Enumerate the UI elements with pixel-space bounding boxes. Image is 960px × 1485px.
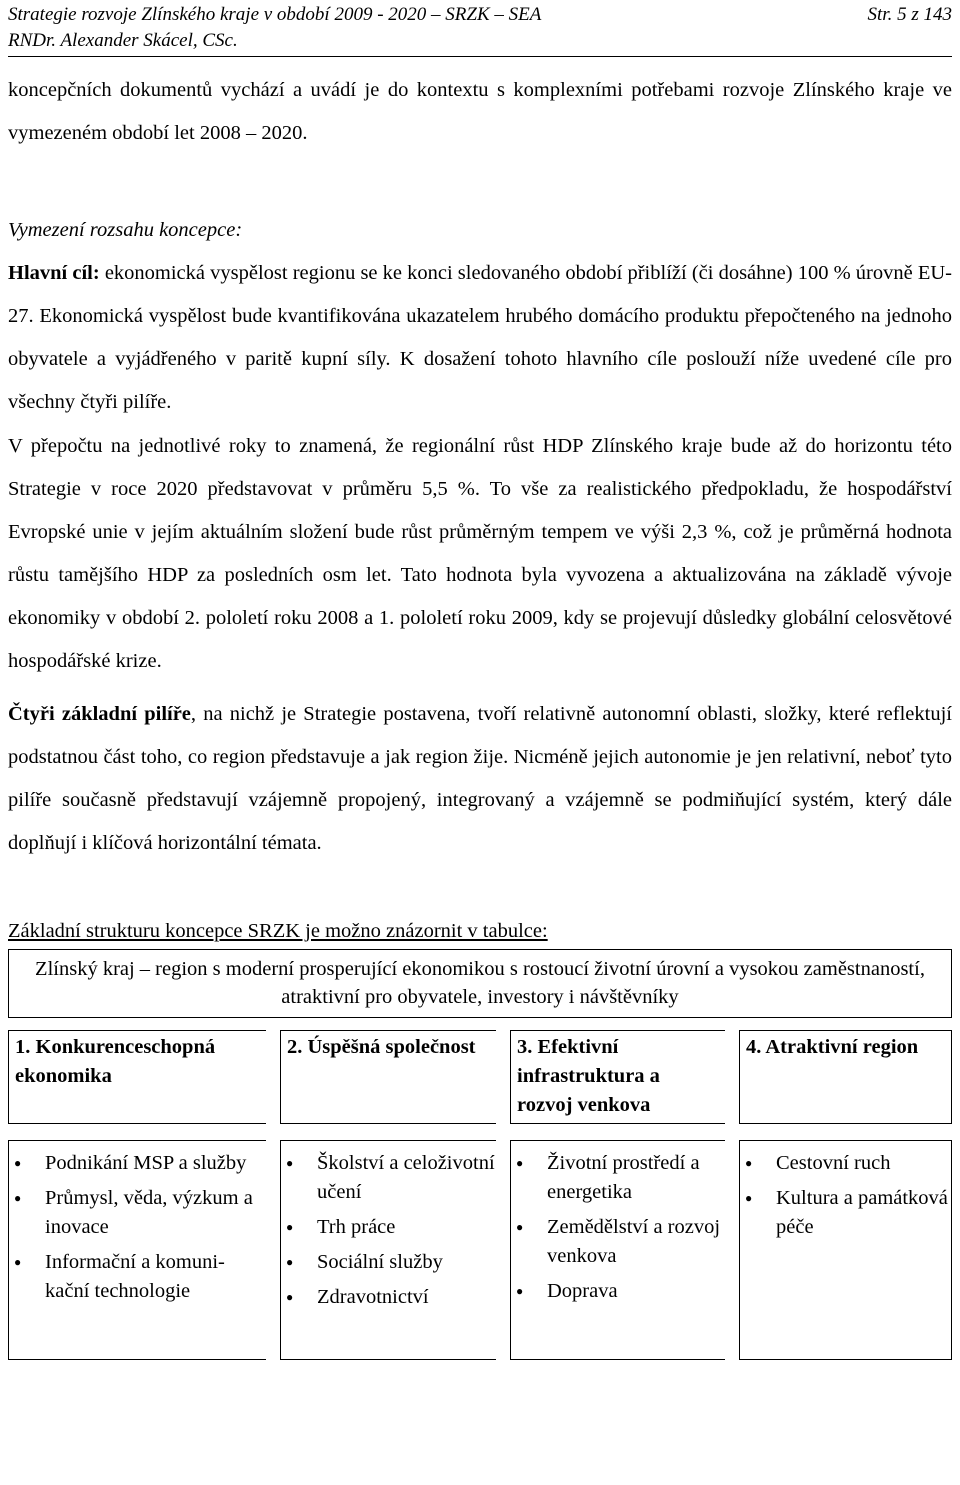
vision-box: Zlínský kraj – region s moderní prosperující ekonomikou s rostoucí životní úrovní a vysokou zaměstnaností, atraktivní pro obyvatele, investory i návštěvníky	[8, 949, 952, 1018]
pillars-text: , na nichž je Strategie postavena, tvoří relativně autonomní oblasti, složky, které reflektují podstatnou část toho, co region představuje a jak region žije. Nicméně jejich autonomie je jen relativní, neboť tyto pilíře současně představují vzájemně propojený, integrovaný a vzájemně se podmiňující systém, který dále doplňují i klíčová horizontální témata.	[8, 703, 952, 854]
list-item: ● Zdravotnictví	[281, 1283, 496, 1312]
pillar-title: 4. Atraktivní region	[739, 1030, 952, 1124]
list-item: ● Školství a celoživotní učení	[281, 1149, 496, 1207]
page-header	[8, 0, 952, 57]
table-intro: Základní strukturu koncepce SRZK je možno znázornit v tabulce:	[8, 920, 548, 942]
author: RNDr. Alexander Skácel, CSc.	[8, 28, 952, 57]
document-title: Strategie rozvoje Zlínského kraje v období 2009 - 2020 – SRZK – SEA	[8, 4, 542, 25]
list-item: ● Cestovní ruch	[740, 1149, 951, 1178]
list-item: ● Kultura a památková péče	[740, 1184, 951, 1242]
pillar-3	[510, 1030, 739, 1360]
list-item: ● Zemědělství a rozvoj venkova	[511, 1213, 725, 1271]
list-item: ● Životní prostředí a energetika	[511, 1149, 725, 1207]
pillars-label: Čtyři základní pilíře	[8, 703, 191, 725]
pillars-paragraph	[8, 693, 952, 865]
list-item: ● Sociální služby	[281, 1248, 496, 1277]
pillar-4	[739, 1030, 952, 1360]
list-item: ● Trh práce	[281, 1213, 496, 1242]
main-goal-text: ekonomická vyspělost regionu se ke konci sledovaného období přiblíží (či dosáhne) 100 % úrovně EU-27. Ekonomická vyspělost bude kvantifikována ukazatelem hrubého domácího produktu přepočteného na jednoho obyvatele a vyjádřeného v paritě kupní síly. K dosažení tohoto hlavního cíle poslouží níže uvedené cíle pro všechny čtyři pilíře.	[8, 262, 952, 413]
scope-heading: Vymezení rozsahu koncepce:	[8, 219, 243, 241]
pillar-2	[280, 1030, 510, 1360]
growth-paragraph: V přepočtu na jednotlivé roky to znamená, že regionální růst HDP Zlínského kraje bude až do horizontu této Strategie v roce 2020 představovat v průměru 5,5 %. To vše za realistického předpokladu, že hospodářství Evropské unie v jejím aktuálním složení bude růst průměrným tempem ve výši 2,3 %, což je průměrná hodnota růstu tamějšího HDP za posledních osm let. Tato hodnota byla vyvozena a aktualizována na základě vývoje ekonomiky v období 2. pololetí roku 2008 a 1. pololetí roku 2009, kdy se projevují důsledky globální celosvětové hospodářské krize.	[8, 435, 952, 672]
main-goal-paragraph	[8, 252, 952, 424]
list-item: ● Průmysl, věda, výzkum a inovace	[9, 1184, 266, 1242]
list-item: ● Informační a komuni-kační technologie	[9, 1248, 266, 1306]
list-item: ● Doprava	[511, 1277, 725, 1306]
pillar-title: 2. Úspěšná společnost	[280, 1030, 496, 1124]
pillar-1	[8, 1030, 280, 1360]
pillars-table	[8, 1030, 952, 1360]
document-page	[8, 0, 952, 1360]
pillar-title: 3. Efektivní infrastruktura a rozvoj venkova	[510, 1030, 725, 1124]
pillar-title: 1. Konkurenceschopná ekonomika	[8, 1030, 266, 1124]
list-item: ● Podnikání MSP a služby	[9, 1149, 266, 1178]
main-goal-label: Hlavní cíl:	[8, 262, 100, 284]
page-number: Str. 5 z 143	[867, 4, 952, 25]
continuation-paragraph: koncepčních dokumentů vychází a uvádí je do kontextu s komplexními potřebami rozvoje Zlínského kraje ve vymezeném období let 2008 – 2020.	[8, 79, 952, 144]
